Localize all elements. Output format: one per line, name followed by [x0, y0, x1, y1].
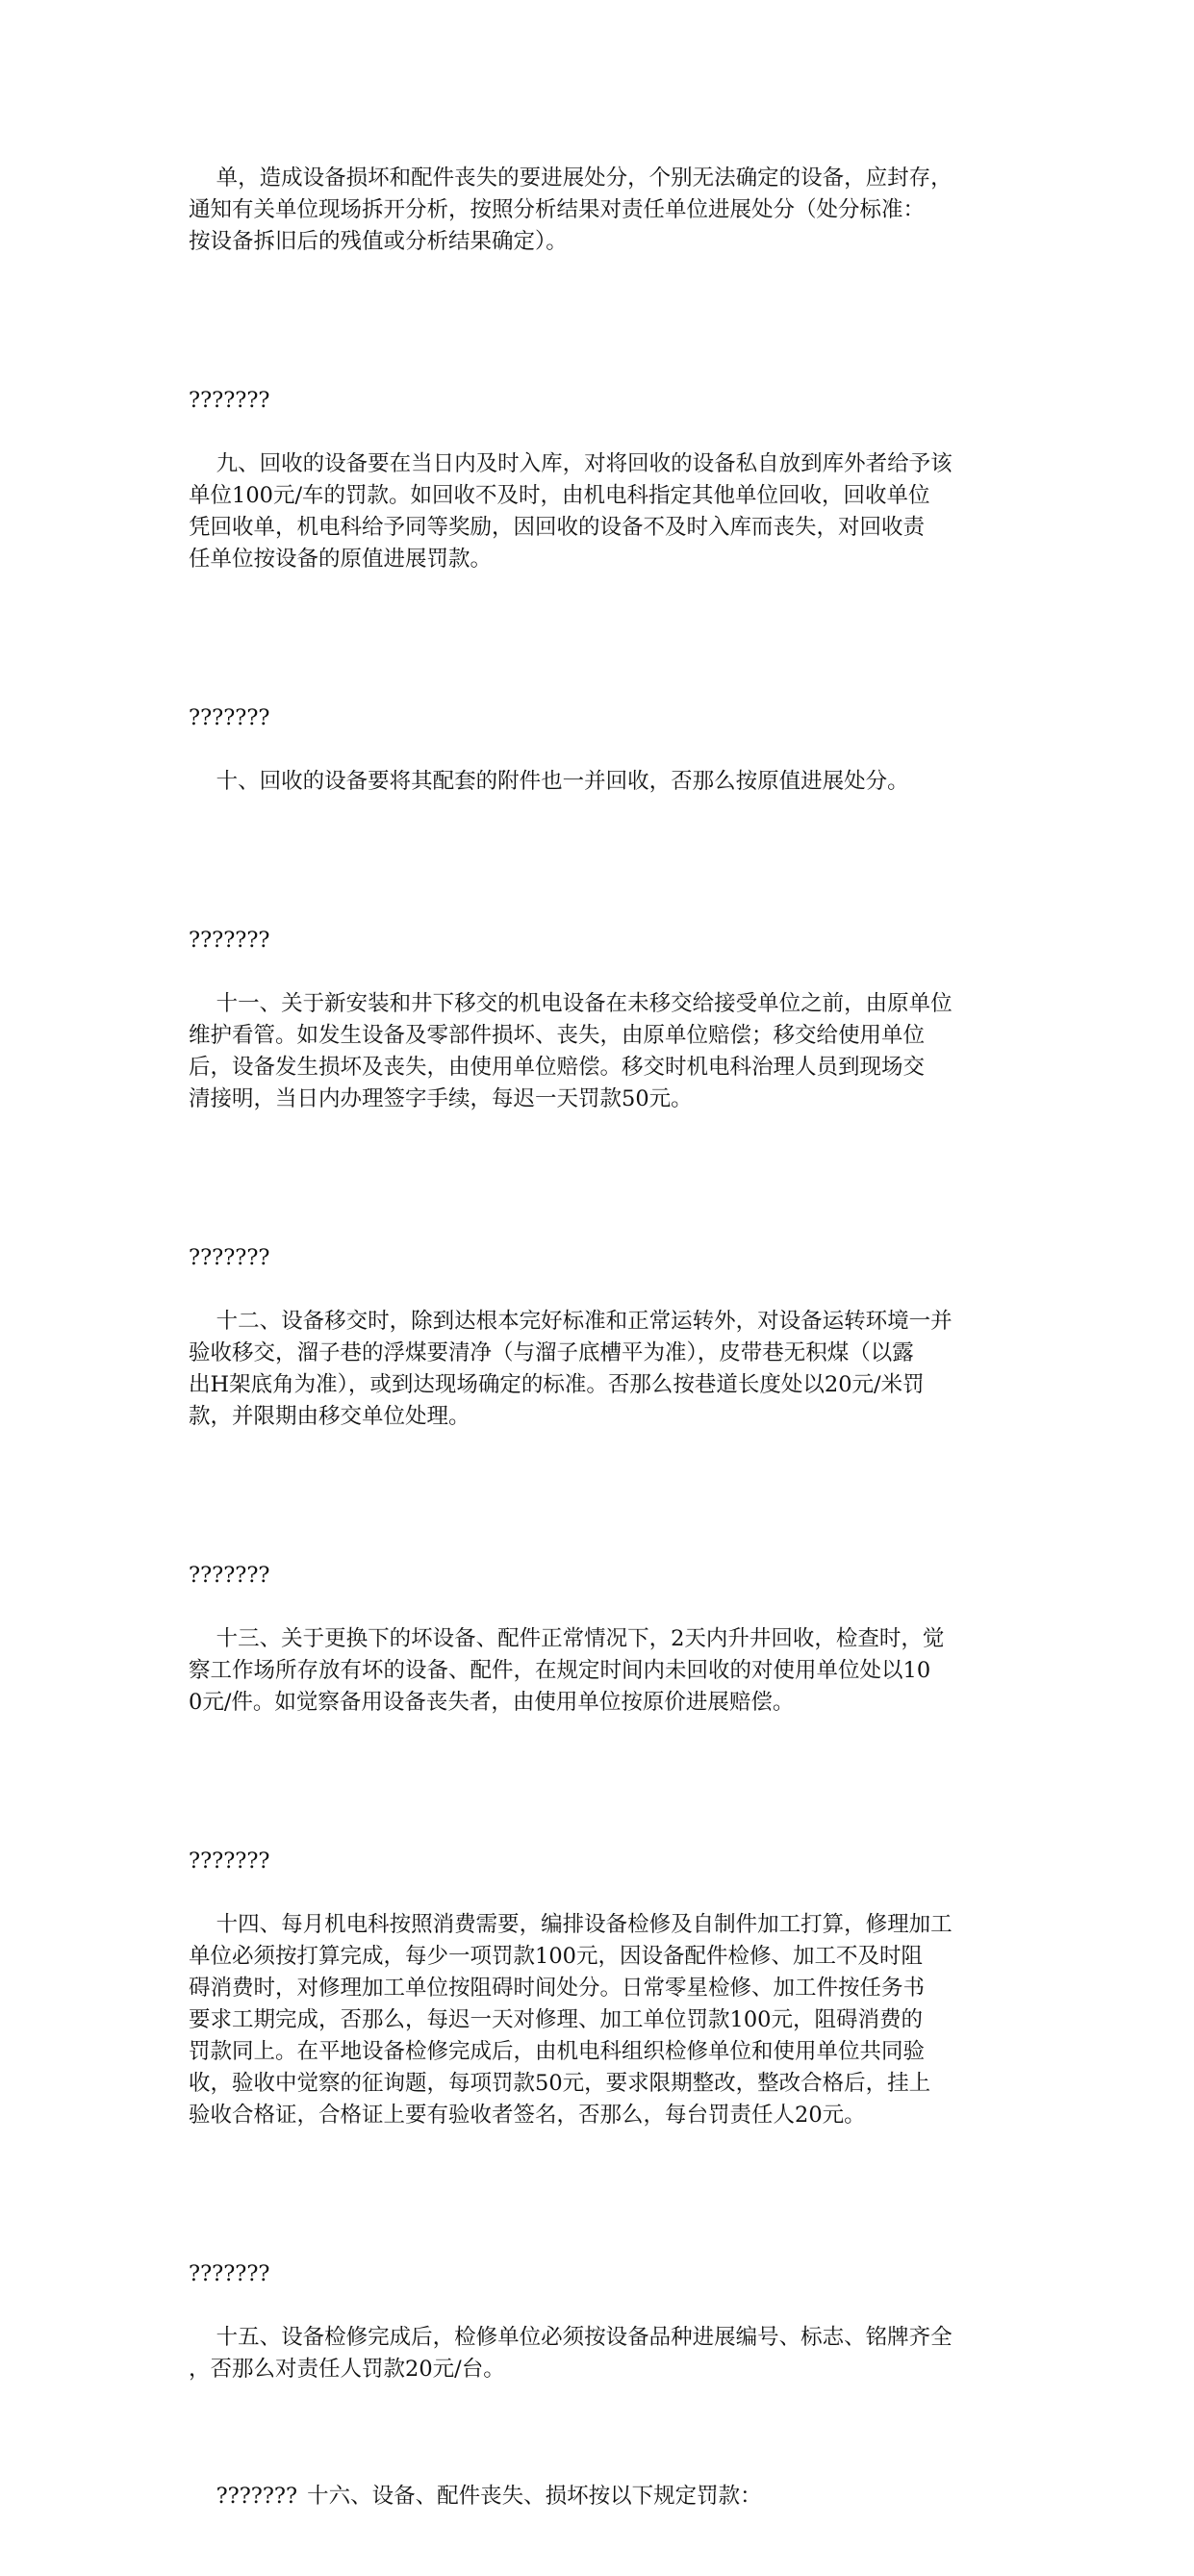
paragraph-text: 十四、每月机电科按照消费需要，编排设备检修及自制件加工打算，修理加工 单位必须按打算完成，每少一项罚款100元，因设备配件检修、加工不及时阻 碍消费时，对修理加工单位按阻碍时间处分。日常零星检修、加工件按任务书 要求工期完成，否那么，每迟一天对修理、加工单位罚款100元，阻碍消费的 罚款同上。在平地设备检修完成后，由机电科组织检修单位和使用单位共同验 收，验收中觉察的征询题，每项罚款50元，要求限期整改，整改合格后，挂上 验收合格证，合格证上要有验收者签名，否那么，每台罚责任人20元。 — [189, 1912, 953, 2128]
paragraph-item-12 — [189, 1179, 1011, 1465]
document-page — [189, 131, 1011, 2576]
paragraph-text: 十二、设备移交时，除到达根本完好标准和正常运转外，对设备运转环境一并 验收移交，溜子巷的浮煤要清净（与溜子底槽平为准），皮带巷无积煤（以露 出H架底角为准），或到达现场确定的标准。否那么按巷道长度处以20元/米罚 款，并限期由移交单位处理。 — [189, 1309, 953, 1429]
paragraph-text: 十三、关于更换下的坏设备、配件正常情况下，2天内升井回收，检查时，觉 察工作场所存放有坏的设备、配件，在规定时间内未回收的对使用单位处以10 0元/件。如觉察备用设备丧失者，由使用单位按原价进展赔偿。 — [189, 1626, 945, 1715]
paragraph-item-10 — [189, 639, 1011, 829]
paragraph-item-15 — [189, 2195, 1011, 2417]
paragraph-marker: ??????? — [189, 1245, 270, 1270]
paragraph-text: 十、回收的设备要将其配套的附件也一并回收，否那么按原值进展处分。 — [216, 769, 909, 794]
paragraph-item-13 — [189, 1496, 1011, 1750]
paragraph-text: 十一、关于新安装和井下移交的机电设备在未移交给接受单位之前，由原单位 维护看管。如发生设备及零部件损坏、丧失，由原单位赔偿；移交给使用单位 后，设备发生损坏及丧失，由使用单位赔偿。移交时机电科治理人员到现场交 清接明，当日内办理签字手续，每迟一天罚款50元。 — [189, 991, 953, 1111]
paragraph-marker: ??????? — [189, 705, 270, 730]
paragraph-item-11 — [189, 861, 1011, 1147]
paragraph-marker: ??????? — [189, 2261, 270, 2286]
paragraph-item-9 — [189, 321, 1011, 607]
paragraph-text: 单，造成设备损坏和配件丧失的要进展处分，个别无法确定的设备，应封存， 通知有关单位现场拆开分析，按照分析结果对责任单位进展处分（处分标准： 按设备拆旧后的残值或分析结果确定）。 — [189, 166, 953, 254]
paragraph-marker: ??????? — [189, 388, 270, 413]
paragraph-text: 十六、设备、配件丧失、损坏按以下规定罚款： — [307, 2484, 762, 2509]
paragraph-marker: ??????? — [189, 1563, 270, 1588]
paragraph-marker: ??????? — [189, 1849, 270, 1874]
paragraph-continued-disposal — [189, 131, 1011, 290]
paragraph-text: 九、回收的设备要在当日内及时入库，对将回收的设备私自放到库外者给予该 单位100元/车的罚款。如回收不及时，由机电科指定其他单位回收，回收单位 凭回收单，机电科给予同等奖励，因回收的设备不及时入库而丧失，对回收责 任单位按设备的原值进展罚款。 — [189, 451, 953, 572]
paragraph-marker-inline: ??????? — [216, 2484, 298, 2509]
paragraph-text: 十五、设备检修完成后，检修单位必须按设备品种进展编号、标志、铭牌齐全 ，否那么对责任人罚款20元/台。 — [189, 2325, 953, 2382]
paragraph-item-16 — [189, 2449, 1011, 2544]
paragraph-item-14 — [189, 1782, 1011, 2163]
paragraph-marker: ??????? — [189, 928, 270, 953]
